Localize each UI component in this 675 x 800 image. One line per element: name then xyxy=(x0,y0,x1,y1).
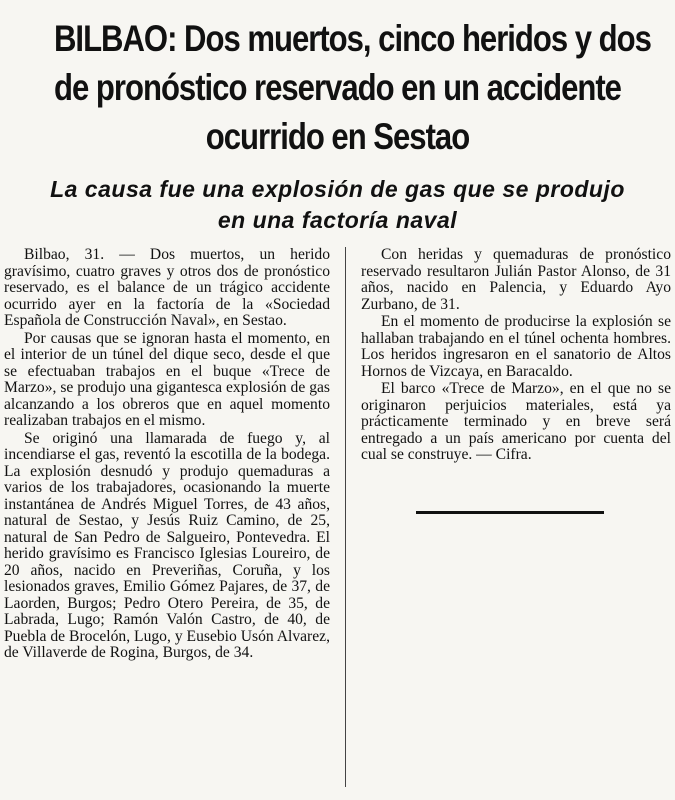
paragraph: Se originó una llamarada de fuego y, al incendiarse el gas, reventó la escotilla de la bodega. La explosión desnudó y produjo quemaduras a varios de los trabajadores, ocasionando la muerte instantánea de Andrés Miguel Torres, de 43 años, natural de Sestao, y Jesús Ruiz Camino, de 25, natural de San Pedro de Salgueiro, Pontevedra. El herido gravísimo es Francisco Iglesias Loureiro, de 20 años, nacido en Preveriñas, Coruña, y los lesionados graves, Emilio Gómez Pajares, de 37, de Laorden, Burgos; Pedro Otero Pereira, de 35, de Labrada, Lugo; Ramón Valón Castro, de 40, de Puebla de Brocelón, Lugo, y Eusebio Usón Alvarez, de Villaverde de Rogina, Burgos, de 34. xyxy=(4,429,330,661)
paragraph: En el momento de producirse la explosión se hallaban trabajando en el túnel ochenta hombres. Los heridos ingresaron en el sanatorio de Altos Hornos de Vizcaya, en Baracaldo. xyxy=(361,313,671,380)
article-column-left xyxy=(4,247,330,663)
article-column-right xyxy=(361,247,671,465)
paragraph: Bilbao, 31. — Dos muertos, un herido gravísimo, cuatro graves y otros dos de pronóstico reservado, es el balance de un trágico accidente ocurrido ayer en la factoría de la «Sociedad Española de Construcción Naval», en Sestao. xyxy=(4,246,330,329)
article-headline xyxy=(54,14,651,161)
paragraph: Con heridas y quemaduras de pronóstico reservado resultaron Julián Pastor Alonso, de 31 años, nacido en Palencia, y Eduardo Ayo Zurbano, de 31. xyxy=(361,246,671,313)
headline-line-2: de pronóstico reservado en un accidente xyxy=(54,67,621,108)
headline-line-3: ocurrido en Sestao xyxy=(205,116,470,157)
column-divider xyxy=(345,247,346,787)
paragraph: El barco «Trece de Marzo», en el que no se originaron perjuicios materiales, está ya prácticamente terminado y en breve será entregado a un país americano por cuenta del cual se construye. — Cifra. xyxy=(361,380,671,463)
article-end-rule xyxy=(416,511,604,514)
subhead-line-1: La causa fue una explosión de gas que se produjo xyxy=(50,176,625,202)
headline-line-1: BILBAO: Dos muertos, cinco heridos y dos xyxy=(54,18,651,59)
paragraph: Por causas que se ignoran hasta el momento, en el interior de un túnel del dique seco, desde el que se efectuaban trabajos en el buque «Trece de Marzo», se produjo una gigantesca explosión de gas alcanzando a los obreros que en aquel momento realizaban trabajos en el mismo. xyxy=(4,329,330,429)
article-subheadline xyxy=(0,174,675,236)
subhead-line-2: en una factoría naval xyxy=(217,207,458,233)
